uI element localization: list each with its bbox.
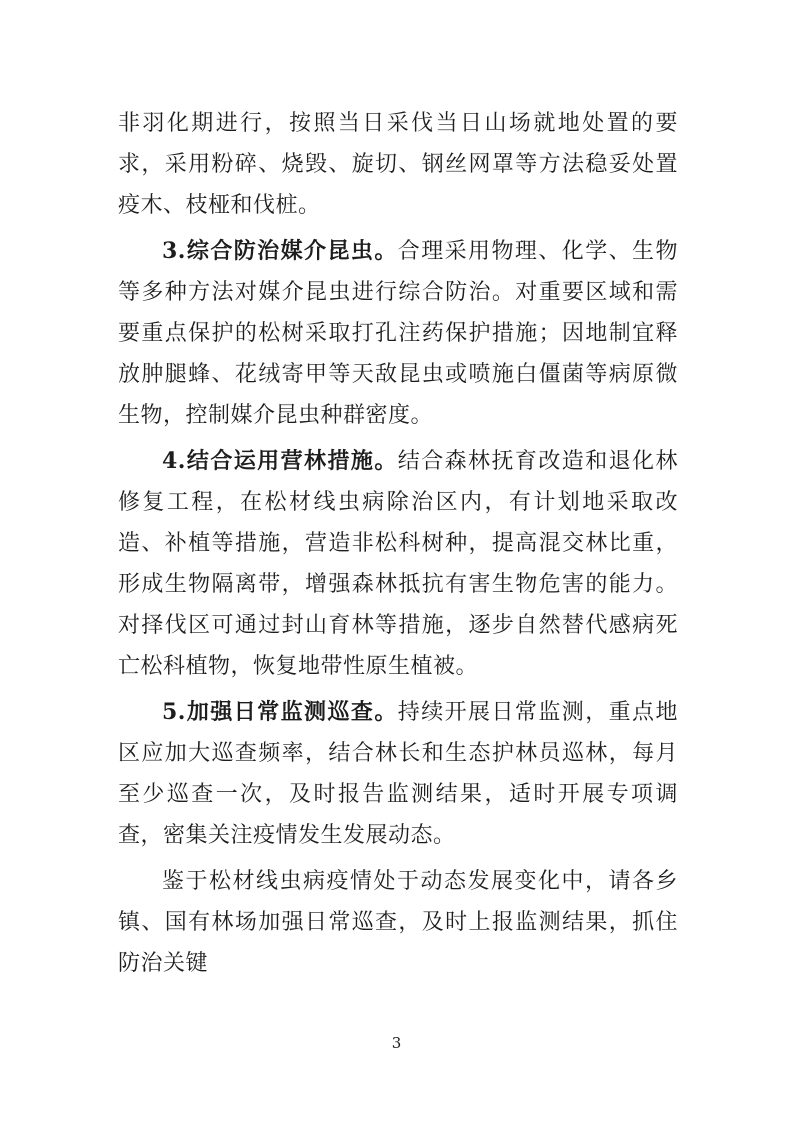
paragraph-text: 非羽化期进行，按照当日采伐当日山场就地处置的要求，采用粉碎、烧毁、旋切、钢丝网罩等方法稳妥处置疫木、枝桠和伐桩。 [118,111,678,218]
paragraph-item-4 [118,441,678,687]
paragraph-item-3 [118,231,678,436]
paragraph-text: 结合森林抚育改造和退化林修复工程，在松材线虫病除治区内，有计划地采取改造、补植等措施，营造非松科树种，提高混交林比重，形成生物隔离带，增强森林抵抗有害生物危害的能力。对择伐区可通过封山育林等措施，逐步自然替代感病死亡松科植物，恢复地带性原生植被。 [118,449,678,679]
paragraph-item-5 [118,692,678,856]
item-heading: 3.综合防治媒介昆虫。 [162,238,398,264]
paragraph-text: 持续开展日常监测，重点地区应加大巡查频率，结合林长和生态护林员巡林，每月至少巡查一次，及时报告监测结果，适时开展专项调查，密集关注疫情发生发展动态。 [118,700,678,848]
paragraph-continuation [118,103,678,226]
page-number: 3 [391,1034,402,1052]
paragraph-text: 鉴于松材线虫病疫情处于动态发展变化中，请各乡镇、国有林场加强日常巡查，及时上报监测结果，抓住防治关键 [118,869,678,976]
paragraph-text: 合理采用物理、化学、生物等多种方法对媒介昆虫进行综合防治。对重要区域和需要重点保护的松树采取打孔注药保护措施；因地制宜释放肿腿蜂、花绒寄甲等天敌昆虫或喷施白僵菌等病原微生物，控制媒介昆虫种群密度。 [118,239,678,428]
page-footer [0,1033,793,1053]
document-body [118,103,678,984]
item-heading: 5.加强日常监测巡查。 [162,699,398,725]
item-heading: 4.结合运用营林措施。 [162,448,398,474]
paragraph-closing [118,861,678,984]
